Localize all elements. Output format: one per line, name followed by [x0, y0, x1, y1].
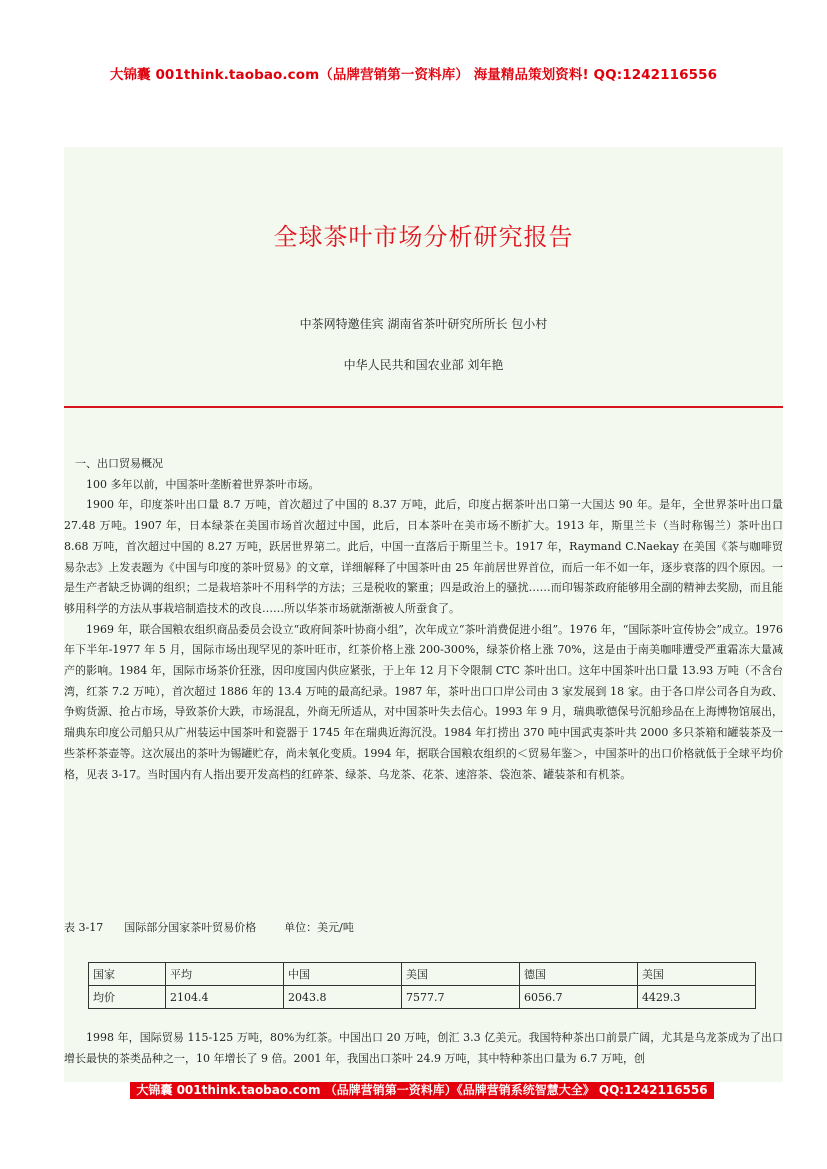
table-cell: 7577.7	[401, 986, 519, 1009]
table-cell: 中国	[283, 963, 401, 986]
paragraph: 1900 年，印度茶叶出口量 8.7 万吨，首次超过了中国的 8.37 万吨，此后，印度占据茶叶出口第一大国达 90 年。是年，全世界茶叶出口量 27.48 万吨。1907 年，日本绿茶在美国市场首次超过中国，此后，日本茶叶在美市场不断扩大。1913 年，斯里兰卡（当时称锡兰）茶叶出口 8.68 万吨，首次超过中国的 8.27 万吨，跃居世界第二。此后，中国一直落后于斯里兰卡。1917 年，Raymand C.Naekay 在美国《茶与咖啡贸易杂志》上发表题为《中国与印度的茶叶贸易》的文章，详细解释了中国茶叶由 25 年前居世界首位，而后一年不如一年，逐步衰落的四个原因。一是生产者缺乏协调的组织；二是栽培茶叶不用科学的方法；三是税收的繁重；四是政治上的骚扰……而印锡茶政府能够用全副的精神去奖励，而且能够用科学的方法从事栽培制造技术的改良……所以华茶市场就渐渐被人所蚕食了。	[64, 498, 783, 615]
paragraph: 1969 年，联合国粮农组织商品委员会设立“政府间茶叶协商小组”，次年成立“茶叶消费促进小组”。1976 年，“国际茶叶宣传协会”成立。1976 年下半年-1977 年 5 月，国际市场出现罕见的茶叶旺市，红茶价格上涨 200-300%，绿茶价格上涨 70%，这是由于南美咖啡遭受严重霜冻大量减产的影响。1984 年，国际市场茶价狂涨，因印度国内供应紧张，于上年 12 月下令限制 CTC 茶叶出口。这年中国茶叶出口量 13.93 万吨（不含台湾，红茶 7.2 万吨），首次超过 1886 年的 13.4 万吨的最高纪录。1987 年，茶叶出口口岸公司由 3 家发展到 18 家。由于各口岸公司各自为政、争购货源、抢占市场，导致茶价大跌，市场混乱，外商无所适从，对中国茶叶失去信心。1993 年 9 月，瑞典歌德保号沉船珍品在上海博物馆展出，瑞典东印度公司船只从广州装运中国茶叶和瓷器于 1745 年在瑞典近海沉没。1984 年打捞出 370 吨中国武夷茶叶共 2000 多只茶箱和罐装茶及一些茶杯茶壶等。这次展出的茶叶为锡罐贮存，尚未氧化变质。1994 年，据联合国粮农组织的＜贸易年鉴＞，中国茶叶的出口价格就低于全球平均价格，见表 3-17。当时国内有人指出要开发高档的红碎茶、绿茶、乌龙茶、花茶、速溶茶、袋泡茶、罐装茶和有机茶。	[64, 622, 783, 781]
title-divider	[64, 406, 783, 408]
table-cell: 美国	[637, 963, 755, 986]
table-header-row	[89, 963, 756, 986]
table-cell: 德国	[519, 963, 637, 986]
table-cell: 4429.3	[637, 986, 755, 1009]
author-line-1: 中茶网特邀佳宾 湖南省茶叶研究所所长 包小村	[299, 317, 548, 331]
table-cell: 2104.4	[166, 986, 284, 1009]
section-heading: 一、出口贸易概况	[75, 457, 163, 470]
page-title: 全球茶叶市场分析研究报告	[273, 223, 574, 251]
table-row	[89, 986, 756, 1009]
price-table	[88, 962, 756, 1009]
footer-banner: 大锦囊 001think.taobao.com （品牌营销第一资料库）《品牌营销系统智慧大全》 QQ:1242116556	[130, 1082, 714, 1099]
body-text	[64, 454, 783, 785]
table-cell: 美国	[401, 963, 519, 986]
paragraph: 100 多年以前，中国茶叶垄断着世界茶叶市场。	[86, 477, 320, 491]
table-cell: 均价	[89, 986, 166, 1009]
document-page	[64, 147, 783, 1082]
author-line-2: 中华人民共和国农业部 刘年艳	[343, 358, 504, 372]
table-cell: 国家	[89, 963, 166, 986]
table-cell: 6056.7	[519, 986, 637, 1009]
table-caption: 表 3-17 国际部分国家茶叶贸易价格 单位：美元/吨	[64, 921, 354, 934]
paragraph: 1998 年，国际贸易 115-125 万吨，80%为红茶。中国出口 20 万吨，创汇 3.3 亿美元。我国特种茶出口前景广阔，尤其是乌龙茶成为了出口增长最快的茶类品种之一，10 年增长了 9 倍。2001 年，我国出口茶叶 24.9 万吨，其中特种茶出口量为 6.7 万吨，创	[64, 1031, 783, 1065]
body-text-after-table	[64, 1027, 783, 1069]
header-banner: 大锦囊 001think.taobao.com（品牌营销第一资料库） 海量精品策划资料! QQ:1242116556	[109, 67, 718, 83]
table-cell: 平均	[166, 963, 284, 986]
table-cell: 2043.8	[283, 986, 401, 1009]
